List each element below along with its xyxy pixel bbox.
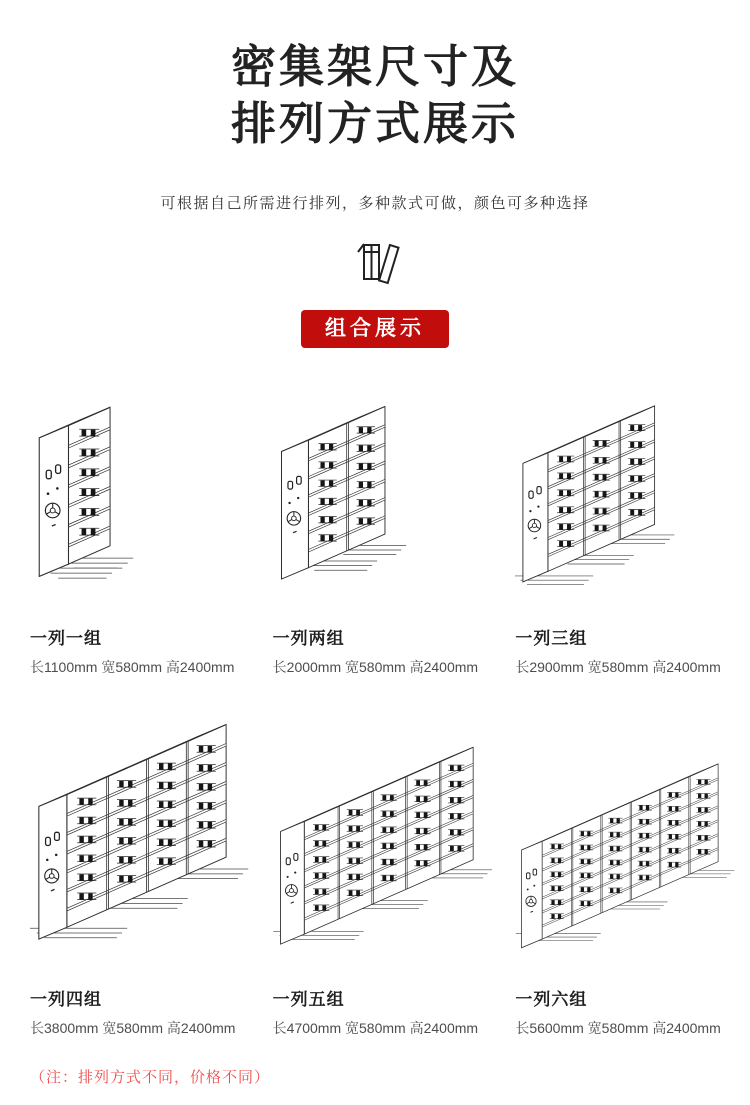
product-name: 一列三组 <box>515 629 588 648</box>
shelf-illustration <box>273 398 496 612</box>
product-name: 一列一组 <box>30 629 102 648</box>
product-card <box>30 398 253 677</box>
product-card <box>273 398 496 677</box>
product-dims: 长2900mm 宽580mm 高2400mm <box>515 659 721 675</box>
shelf-illustration <box>515 398 738 612</box>
product-name: 一列五组 <box>272 990 345 1009</box>
product-card <box>30 715 253 1038</box>
page-title <box>0 38 750 152</box>
product-card <box>515 398 738 677</box>
product-name: 一列两组 <box>272 629 345 648</box>
page-title-line1: 密集架尺寸及 <box>230 41 519 92</box>
shelf-illustration <box>30 715 253 973</box>
product-card <box>515 715 738 1038</box>
product-name: 一列六组 <box>515 990 588 1009</box>
product-dims: 长5600mm 宽580mm 高2400mm <box>515 1020 721 1036</box>
product-card <box>273 715 496 1038</box>
page-title-line2: 排列方式展示 <box>230 98 519 149</box>
product-grid <box>30 398 738 1038</box>
page-header <box>0 0 750 348</box>
product-dims: 长1100mm 宽580mm 高2400mm <box>30 659 235 675</box>
shelf-illustration <box>273 715 496 973</box>
product-dims: 长4700mm 宽580mm 高2400mm <box>272 1020 479 1036</box>
product-name: 一列四组 <box>30 990 102 1009</box>
price-note: （注：排列方式不同，价格不同） <box>30 1069 271 1086</box>
product-dims: 长2000mm 宽580mm 高2400mm <box>272 659 479 675</box>
books-icon <box>349 239 401 294</box>
shelf-illustration <box>30 398 253 612</box>
product-dims: 长3800mm 宽580mm 高2400mm <box>30 1020 236 1036</box>
products-section <box>30 398 738 1105</box>
combination-display-button[interactable]: 组合展示 <box>301 310 449 348</box>
shelf-illustration <box>515 715 738 973</box>
page-subtitle: 可根据自己所需进行排列，多种款式可做，颜色可多种选择 <box>160 195 590 212</box>
